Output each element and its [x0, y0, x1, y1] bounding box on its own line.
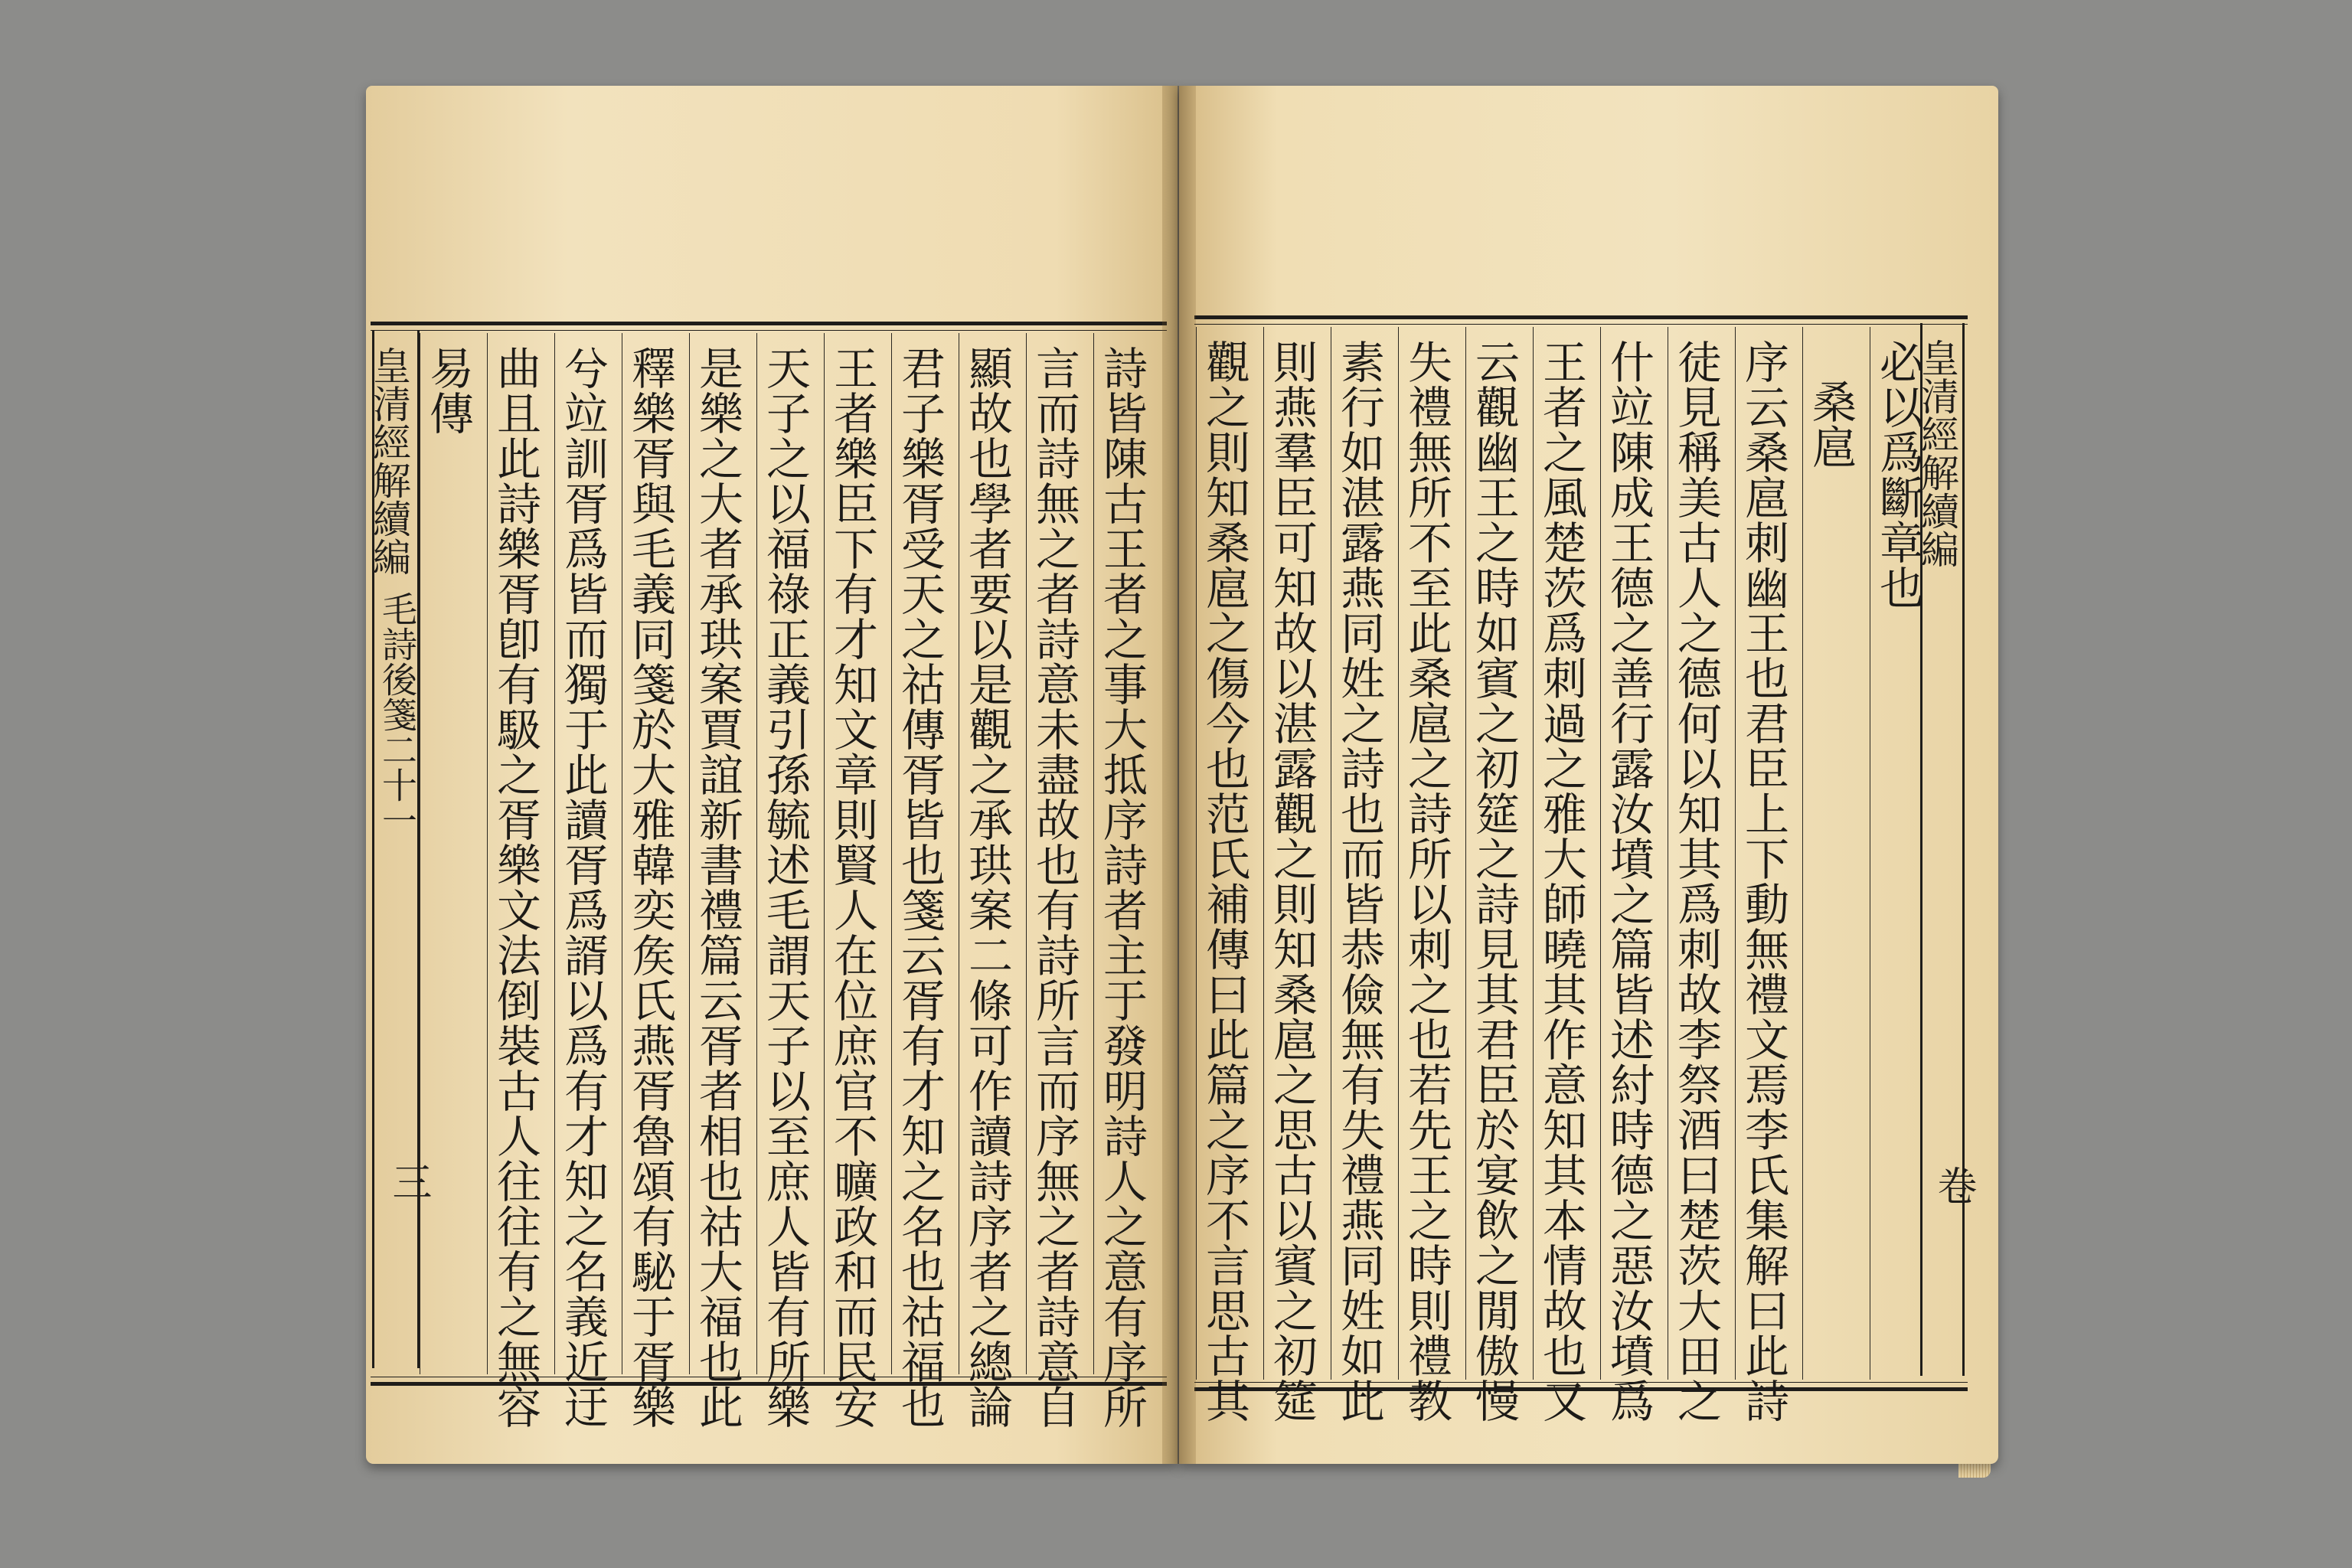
left-margin-title: 皇清經解續編	[367, 346, 411, 576]
text-column: 王者樂臣下有才知文章則賢人在位庶官不曠政和而民安	[826, 345, 878, 1429]
column-rule	[1026, 333, 1027, 1374]
column-rule	[1093, 333, 1094, 1374]
left-margin-subtitle: 毛詩後箋二十一	[377, 591, 418, 838]
column-rule	[1196, 327, 1197, 1380]
text-column: 詩皆陳古王者之事大抵序詩者主于發明詩人之意有序所	[1096, 345, 1148, 1429]
text-column: 天子之以福祿正義引孫毓述毛謂天子以至庶人皆有所樂	[759, 345, 811, 1429]
text-column: 王者之風楚茨爲刺過之雅大師曉其作意知其本情故也又	[1535, 339, 1587, 1423]
left-folio: 三	[385, 1161, 431, 1201]
text-column: 君子樂胥受天之祜傳胥皆也箋云胥有才知之名也祜福也	[893, 345, 946, 1429]
book-gutter	[1162, 86, 1196, 1464]
text-column: 序云桑扈刺幽王也君臣上下動無禮文焉李氏集解曰此詩	[1737, 339, 1789, 1423]
text-column: 觀之則知桑扈之傷今也范氏補傳曰此篇之序不言思古其	[1198, 339, 1250, 1423]
column-rule	[1533, 327, 1534, 1380]
column-rule	[689, 333, 690, 1374]
column-rule	[487, 333, 488, 1374]
column-rule	[1735, 327, 1736, 1380]
column-rule	[891, 333, 892, 1374]
text-column: 則燕羣臣可知故以湛露觀之則知桑扈之思古以賓之初筵	[1266, 339, 1318, 1423]
text-column: 易傳	[422, 345, 474, 436]
column-rule	[554, 333, 555, 1374]
right-page	[1179, 86, 1998, 1464]
open-book	[366, 86, 1998, 1479]
column-rule	[1398, 327, 1399, 1380]
text-column: 徒見稱美古人之德何以知其爲刺故李祭酒曰楚茨大田之	[1670, 339, 1722, 1423]
text-column: 是樂之大者承珙案賈誼新書禮篇云胥者相也祜大福也此	[691, 345, 743, 1429]
left-page	[366, 86, 1178, 1464]
text-column: 云觀幽王之時如賓之初筵之詩見其君臣於宴飲之閒傲慢	[1468, 339, 1520, 1423]
column-rule	[756, 333, 757, 1374]
text-column: 桑扈	[1805, 379, 1857, 469]
text-column: 釋樂胥與毛義同箋於大雅韓奕矦氏燕胥魯頌有駜于胥樂	[624, 345, 676, 1429]
right-margin-title: 皇清經解續編	[1915, 338, 1959, 568]
right-folio: 卷	[1930, 1165, 1976, 1205]
text-column: 顯故也學者要以是觀之承珙案二條可作讀詩序者之總論	[961, 345, 1013, 1429]
left-text-frame	[367, 322, 1167, 1429]
text-column: 素行如湛露燕同姓之詩也而皆恭儉無有失禮燕同姓如此	[1333, 339, 1385, 1423]
text-column: 失禮無所不至此桑扈之詩所以刺之也若先王之時則禮教	[1400, 339, 1452, 1423]
column-rule	[824, 333, 825, 1374]
text-column: 兮竝訓胥爲皆而獨于此讀胥爲諝以爲有才知之名義近迂	[557, 345, 609, 1429]
text-column: 曲且此詩樂胥卽有馺之胥樂文法倒裝古人往往有之無容	[489, 345, 541, 1429]
column-rule	[1263, 327, 1264, 1380]
text-column: 言而詩無之者詩意未盡故也有詩所言而序無之者詩意自	[1028, 345, 1080, 1429]
right-text-frame	[1194, 315, 1968, 1423]
column-rule	[1802, 327, 1803, 1380]
column-rule	[1465, 327, 1466, 1380]
text-column: 什竝陳成王德之善行露汝墳之篇皆述紂時德之惡汝墳爲	[1602, 339, 1655, 1423]
text-column: 必以爲斷章也	[1872, 339, 1924, 610]
column-rule	[1600, 327, 1601, 1380]
